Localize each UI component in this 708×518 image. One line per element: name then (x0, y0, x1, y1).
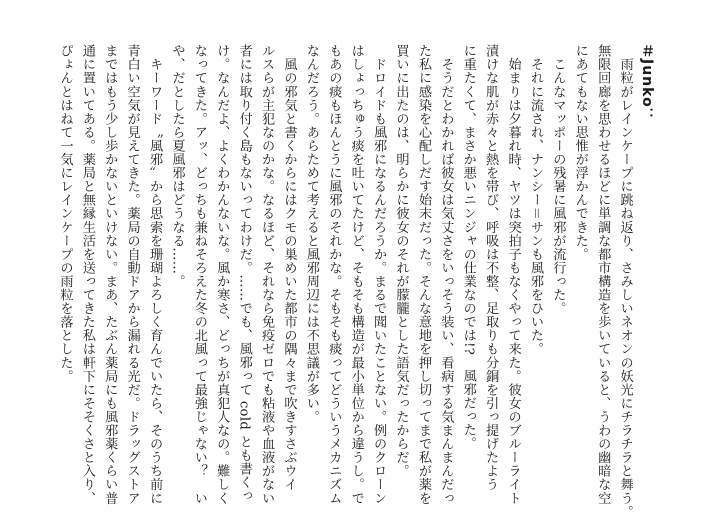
text-line: それに流され、ナンシー＝サンも風邪をひいた。 (527, 44, 543, 356)
text-line: 買いに出たのは、明らかに彼女のそれが朦朧とした語気だったからだ。 (393, 44, 409, 478)
text-line: にあてもない思惟が浮かんできた。 (572, 44, 588, 261)
text-line: そうだとわかれば彼女は気丈さをいっそう装い、看病する気まんまんだっ (438, 44, 454, 505)
section-header: ＃Junko： (639, 44, 655, 123)
text-line: 雨粒がレインケープに跳ね返り、さみしいネオンの妖光にチラチラと舞う。 (617, 44, 633, 518)
text-line: ドロイドも風邪になるんだろうか。まるで聞いたことない。例のクローン (371, 44, 387, 505)
text-line: 青白い空気が見えてきた。薬局の自動ドアから漏れる光だ。ドラッグストア (124, 44, 140, 505)
text-line: なってきた。アッ、どっちも兼ねそろえた冬の北風って最強じゃない？ い (191, 44, 207, 505)
vertical-text-body (53, 44, 658, 518)
text-line: もあの痰もほんとうに風邪のそれかな。そもそも痰ってどういうメカニズム (326, 44, 342, 505)
text-line: 者には取り付く島もないってわけだ。……でも、風邪って cold とも書くっ (236, 44, 252, 503)
text-line: ぴょんとはねて一気にレインケープの雨粒を落とした。 (57, 44, 73, 383)
text-line: け。なんだよ、よくわかんないな。風か寒さ、どっちが真犯人なの。難しく (214, 44, 230, 505)
text-line: た私に感染を心配しだす始末だった。そんな意地を押し切ってまで私が薬を (415, 44, 431, 505)
text-line: キーワード〝風邪〟から思索を珊瑚よろしく育んでいたら、そのうち前に (147, 44, 163, 505)
text-line: 始まりは夕暮れ時、ヤツは突拍子もなくやって来た。彼女のブルーライト (505, 44, 521, 505)
text-line: に重たくて、まさか悪いニンジャの仕業なのでは!? 風邪だった。 (460, 44, 476, 451)
text-line: 無限回廊を思わせるほどに単調な都市構造を歩いていると、うわの幽暗な空 (595, 44, 611, 505)
text-line: まではもう少し歩かないといけない。まあ、たぶん薬局にも風邪薬くらい普 (102, 44, 118, 505)
text-line: 風の邪気と書くからにはクモの巣めいた都市の隅々まで吹きすさぶウイ (281, 44, 297, 492)
text-line: 通に置いてある。薬局と無縁生活を送ってきた私は軒下にそそくさと入り、 (79, 44, 95, 505)
text-line: や、だとしたら夏風邪はどうなる……。 (169, 44, 185, 288)
text-line: ルスらが主犯なのかな。なるほど、それなら免疫ゼロでも粘液や血液がない (259, 44, 275, 505)
text-line: 漬けな肌が赤々と熱を帯び、呼吸は不整、足取りも分銅を引っ提げたよう (483, 44, 499, 492)
text-line: はしょっちゅう痰を吐いてたけど、そもそも構造が最小単位から違うし。で (348, 44, 364, 505)
text-line: こんなマッポーの残暑に風邪が流行った。 (550, 44, 566, 315)
text-line: なんだろう。あらためて考えると風邪周辺には不思議が多い。 (303, 44, 319, 424)
